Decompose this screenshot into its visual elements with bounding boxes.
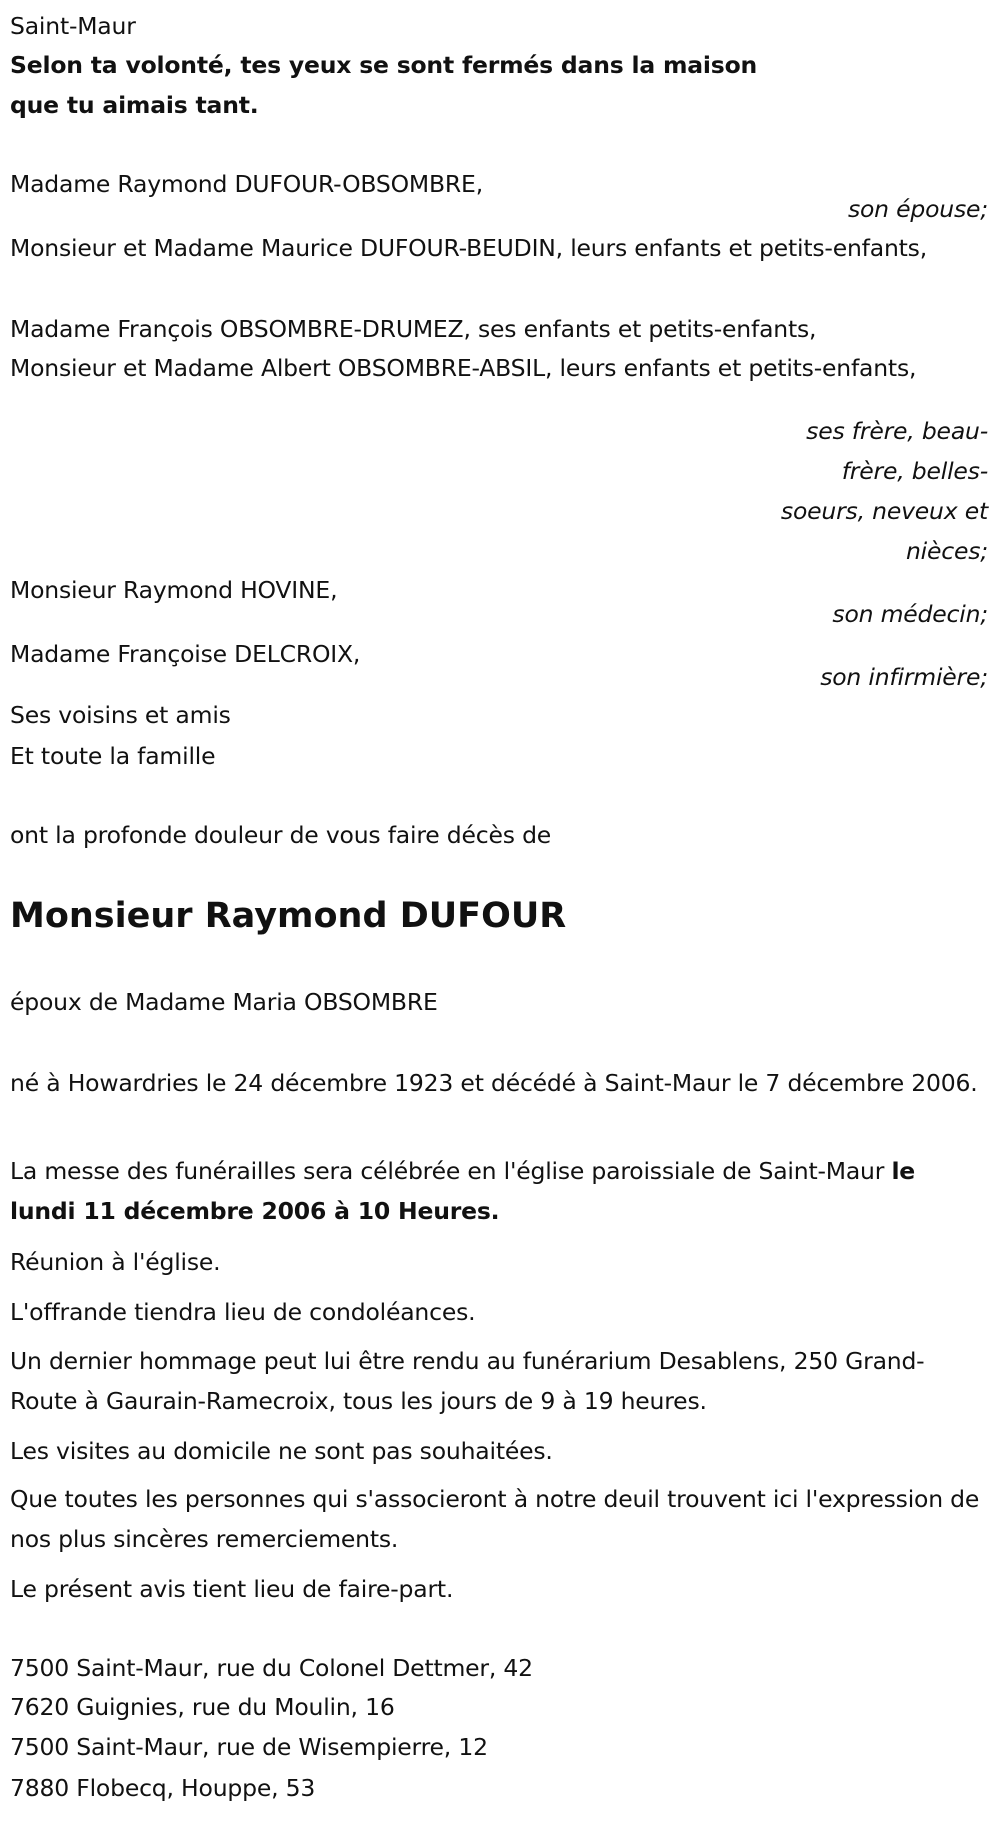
spouse: époux de Madame Maria OBSOMBRE bbox=[10, 988, 438, 1016]
mass-text: La messe des funérailles sera célébrée en l'église paroissiale de Saint-Maur bbox=[10, 1157, 892, 1185]
others-line: Et toute la famille bbox=[10, 742, 216, 770]
address: 7880 Flobecq, Houppe, 53 bbox=[10, 1774, 316, 1802]
mourner-relation: son épouse; bbox=[847, 195, 988, 223]
mourner-relation: ses frère, beau-frère, belles-soeurs, neveux et nièces; bbox=[780, 417, 988, 565]
mass-date: le lundi 11 décembre 2006 à 10 Heures. bbox=[10, 1157, 916, 1225]
birth-death: né à Howardries le 24 décembre 1923 et décédé à Saint-Maur le 7 décembre 2006. bbox=[10, 1069, 978, 1097]
meeting: Réunion à l'église. bbox=[10, 1248, 221, 1276]
deceased-name: Monsieur Raymond DUFOUR bbox=[10, 896, 567, 936]
mourner-relation: son infirmière; bbox=[820, 663, 988, 691]
offering: L'offrande tiendra lieu de condoléances. bbox=[10, 1298, 476, 1326]
epigraph: Selon ta volonté, tes yeux se sont fermés dans la maison que tu aimais tant. bbox=[10, 51, 758, 119]
others-line: Ses voisins et amis bbox=[10, 701, 231, 729]
tribute: Un dernier hommage peut lui être rendu au funérarium Desablens, 250 Grand-Route à Gaurain-Ramecroix, tous les jours de 9 à 19 heures. bbox=[10, 1347, 925, 1415]
mourner-name: Madame Françoise DELCROIX, bbox=[10, 640, 361, 668]
mass bbox=[10, 1151, 985, 1231]
mourner-name: Monsieur et Madame Albert OBSOMBRE-ABSIL, leurs enfants et petits-enfants, bbox=[10, 354, 917, 382]
announcement: ont la profonde douleur de vous faire décès de bbox=[10, 821, 552, 849]
visits: Les visites au domicile ne sont pas souhaitées. bbox=[10, 1437, 553, 1465]
mourner-name: Monsieur Raymond HOVINE, bbox=[10, 576, 338, 604]
thanks: Que toutes les personnes qui s'associeront à notre deuil trouvent ici l'expression de nos plus sincères remerciements. bbox=[10, 1485, 980, 1553]
location: Saint-Maur bbox=[10, 12, 136, 40]
mourner-name: Madame Raymond DUFOUR-OBSOMBRE, bbox=[10, 170, 483, 198]
address: 7500 Saint-Maur, rue du Colonel Dettmer, 42 bbox=[10, 1654, 533, 1682]
address: 7500 Saint-Maur, rue de Wisempierre, 12 bbox=[10, 1733, 488, 1761]
mourner-name: Monsieur et Madame Maurice DUFOUR-BEUDIN, leurs enfants et petits-enfants, bbox=[10, 234, 927, 262]
mourner-relation: son médecin; bbox=[832, 600, 988, 628]
mourner-name: Madame François OBSOMBRE-DRUMEZ, ses enfants et petits-enfants, bbox=[10, 315, 817, 343]
notice: Le présent avis tient lieu de faire-part. bbox=[10, 1575, 454, 1603]
address: 7620 Guignies, rue du Moulin, 16 bbox=[10, 1693, 395, 1721]
